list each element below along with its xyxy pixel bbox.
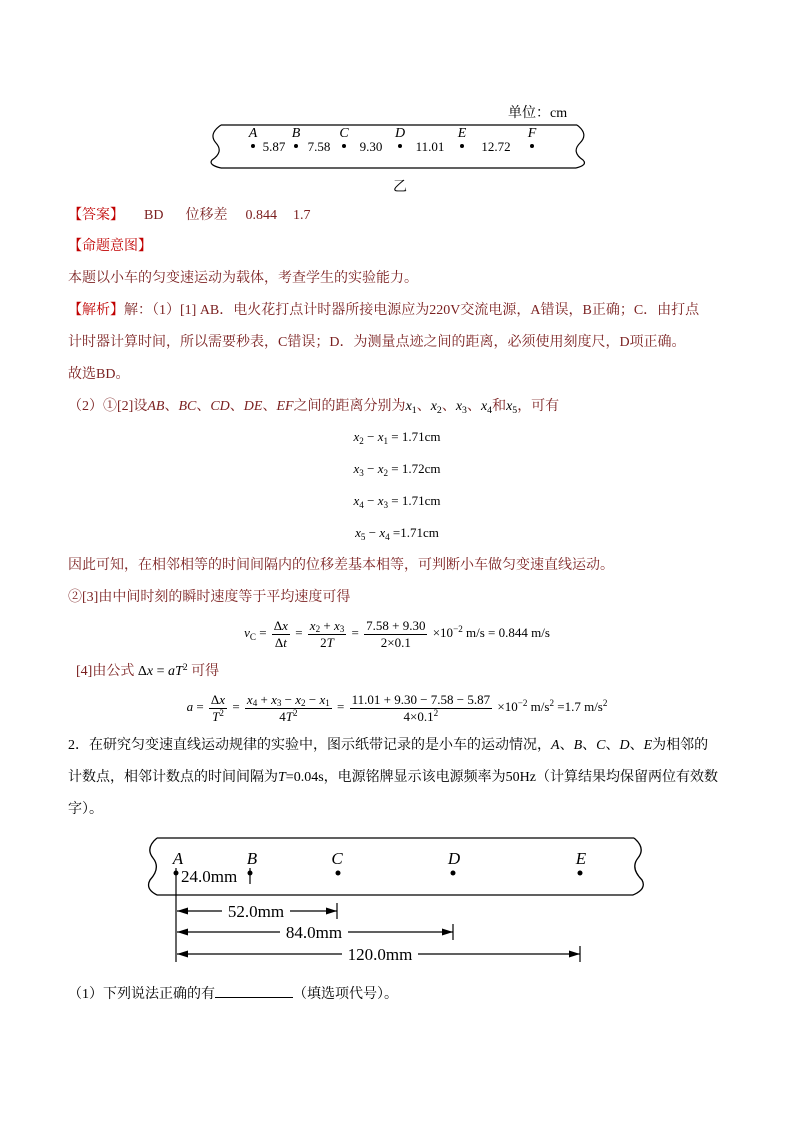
text-run: 4 bbox=[279, 708, 286, 724]
math-variable: x bbox=[377, 429, 384, 444]
text-run: = bbox=[153, 664, 168, 679]
acceleration-equation bbox=[0, 687, 794, 727]
text-run: 、 bbox=[262, 399, 277, 414]
sub-question-prefix: （1）下列说法正确的有 bbox=[68, 987, 215, 1002]
text-run: = bbox=[255, 625, 270, 640]
fraction-denominator bbox=[308, 634, 347, 651]
velocity-equation bbox=[0, 613, 794, 653]
analysis-line: 计时器计算时间，所以需要秒表，C错误；D．为测量点迹之间的距离，必须使用刻度尺，D项正确。 bbox=[68, 335, 686, 350]
distance-label: 84.0mm bbox=[285, 923, 343, 942]
math-variable: AB bbox=[147, 399, 165, 414]
math-variable: x bbox=[379, 525, 386, 540]
math-group bbox=[506, 399, 517, 414]
arrow-right bbox=[442, 929, 453, 936]
unit-label: 单位：cm bbox=[508, 106, 568, 121]
superscript: −2 bbox=[517, 698, 528, 708]
fraction-denominator bbox=[364, 634, 427, 651]
math-variable: T bbox=[212, 708, 220, 724]
text-run: = bbox=[291, 625, 306, 640]
fraction-numerator bbox=[308, 618, 347, 634]
math-variable: x bbox=[146, 664, 154, 679]
answer-item: 1.7 bbox=[292, 208, 311, 223]
math-variable: x bbox=[282, 617, 288, 633]
text-run: − bbox=[363, 429, 378, 444]
text-run: − bbox=[365, 525, 380, 540]
tape-dot bbox=[530, 144, 534, 148]
math-variable: x bbox=[271, 691, 277, 707]
text-run: 7.58 + 9.30 bbox=[366, 617, 426, 633]
distance-label: 52.0mm bbox=[227, 902, 285, 921]
math-variable: T bbox=[278, 770, 286, 785]
text-run: + bbox=[320, 617, 334, 633]
fraction bbox=[308, 618, 347, 651]
analysis-tag: 【解析】 bbox=[68, 303, 124, 318]
math-variable: EF bbox=[276, 399, 294, 414]
text-run: 、 bbox=[196, 399, 211, 414]
text-run: [4]由公式 bbox=[76, 664, 138, 679]
text-run: = bbox=[229, 699, 243, 714]
answer-tag: 【答案】 bbox=[68, 208, 124, 223]
math-variable: x bbox=[353, 429, 360, 444]
text-run: 、 bbox=[629, 738, 644, 753]
acceleration-intro bbox=[76, 662, 219, 682]
arrow-right bbox=[326, 908, 337, 915]
text-run: = bbox=[348, 625, 363, 640]
text-run: （2）①[2]设 bbox=[68, 399, 148, 414]
text-run: 为相邻的 bbox=[652, 738, 709, 753]
math-group bbox=[456, 399, 467, 414]
superscript: 2 bbox=[549, 698, 554, 708]
tape-figure-1 bbox=[200, 100, 600, 195]
text-run: − bbox=[305, 691, 320, 707]
math-variable: x bbox=[219, 691, 226, 707]
subscript: 3 bbox=[359, 467, 364, 478]
superscript: 2 bbox=[433, 707, 439, 718]
superscript: 2 bbox=[602, 698, 608, 708]
segment-length: 9.30 bbox=[359, 139, 383, 154]
subscript: 3 bbox=[383, 499, 389, 510]
superscript: 2 bbox=[292, 707, 298, 718]
text-run: 2．在研究匀变速直线运动规律的实验中，图示纸带记录的是小车的运动情况， bbox=[68, 738, 551, 753]
superscript: −2 bbox=[453, 624, 463, 634]
subscript: 2 bbox=[359, 435, 364, 446]
subscript: 1 bbox=[383, 435, 389, 446]
text-run: m/s bbox=[527, 699, 550, 714]
subscript: C bbox=[249, 631, 256, 642]
analysis-line bbox=[68, 301, 699, 321]
math-variable: v bbox=[244, 625, 250, 640]
text-run: 可得 bbox=[187, 664, 220, 679]
answer-blank bbox=[215, 983, 293, 998]
tape-right-torn-edge bbox=[576, 125, 584, 168]
text-run: = 1.72cm bbox=[388, 461, 441, 476]
math-variable: D bbox=[619, 738, 630, 753]
tape-left-torn-edge bbox=[211, 125, 221, 168]
text-run: Δ bbox=[274, 634, 284, 650]
text-run: 、 bbox=[229, 399, 244, 414]
text-run: ，可有 bbox=[517, 399, 560, 414]
tape-dot bbox=[578, 871, 583, 876]
text-run: 2 bbox=[320, 634, 327, 650]
text-run: − bbox=[363, 461, 378, 476]
math-variable: CD bbox=[210, 399, 230, 414]
fraction-numerator bbox=[272, 618, 290, 634]
point-label: B bbox=[246, 849, 258, 868]
math-variable: t bbox=[283, 634, 287, 650]
fraction-denominator bbox=[245, 708, 332, 725]
subscript: 3 bbox=[339, 624, 345, 635]
math-variable: x bbox=[455, 399, 463, 414]
math-variable: x bbox=[353, 493, 360, 508]
difference-equation bbox=[0, 523, 794, 543]
answer-line bbox=[68, 206, 310, 226]
subscript: 2 bbox=[436, 404, 442, 416]
math-variable: x bbox=[355, 525, 361, 540]
analysis-conclusion: 故选BD。 bbox=[68, 367, 130, 382]
math-variable: x bbox=[333, 617, 340, 633]
fraction-numerator bbox=[245, 692, 332, 708]
math-variable: x bbox=[377, 493, 384, 508]
tape-dot bbox=[460, 144, 464, 148]
sub-question-1 bbox=[68, 983, 398, 1003]
point-label: A bbox=[248, 126, 258, 141]
segment-length: 7.58 bbox=[307, 139, 331, 154]
text-run: 和 bbox=[492, 399, 507, 414]
fraction-numerator bbox=[364, 618, 427, 634]
text-run: Δ bbox=[137, 664, 147, 679]
text-run: Δ bbox=[273, 617, 283, 633]
text-run: + bbox=[257, 691, 272, 707]
subscript: 2 bbox=[383, 467, 389, 478]
difference-equation bbox=[0, 459, 794, 479]
math-variable: x bbox=[295, 691, 302, 707]
text-run: = 1.71cm bbox=[388, 429, 441, 444]
text-run: =1.7 m/s bbox=[554, 699, 603, 714]
velocity-intro: ②[3]由中间时刻的瞬时速度等于平均速度可得 bbox=[68, 590, 351, 605]
subscript: 2 bbox=[315, 624, 321, 635]
math-variable: x bbox=[319, 691, 326, 707]
math-variable: A bbox=[551, 738, 560, 753]
fraction bbox=[364, 618, 427, 651]
subscript: 4 bbox=[385, 531, 390, 542]
text-run: 、 bbox=[559, 738, 574, 753]
text-run: 、 bbox=[416, 399, 431, 414]
text-run: 、 bbox=[441, 399, 456, 414]
arrow-right bbox=[569, 951, 580, 958]
answer-item: 0.844 bbox=[245, 208, 277, 223]
point-label: E bbox=[457, 126, 467, 141]
tape-right-torn-edge bbox=[633, 838, 643, 895]
math-variable: x bbox=[309, 617, 316, 633]
math-group bbox=[406, 399, 417, 414]
fraction-numerator bbox=[209, 692, 227, 708]
answer-item: BD bbox=[144, 208, 164, 223]
point-label: C bbox=[339, 126, 349, 141]
question2-text bbox=[68, 736, 708, 756]
math-variable: T bbox=[326, 634, 334, 650]
subscript: 3 bbox=[276, 698, 282, 709]
text-run: ×10 bbox=[494, 699, 518, 714]
text-run: 、 bbox=[605, 738, 620, 753]
arrow-left bbox=[177, 908, 188, 915]
point-label: E bbox=[575, 849, 587, 868]
intent-text: 本题以小车的匀变速运动为载体，考查学生的实验能力。 bbox=[68, 271, 418, 286]
math-variable: x bbox=[430, 399, 437, 414]
fraction-numerator bbox=[350, 692, 493, 708]
math-variable: aT bbox=[167, 664, 183, 679]
point-label: C bbox=[331, 849, 343, 868]
subscript: 5 bbox=[360, 531, 366, 542]
math-variable: x bbox=[405, 399, 412, 414]
segment-length: 11.01 bbox=[415, 139, 445, 154]
math-variable: DE bbox=[243, 399, 263, 414]
ab-distance-label: 24.0mm bbox=[181, 867, 238, 886]
math-group bbox=[481, 399, 492, 414]
subscript: 4 bbox=[487, 404, 493, 416]
math-variable: C bbox=[596, 738, 606, 753]
subscript: 4 bbox=[252, 698, 258, 709]
tape-dot bbox=[336, 871, 341, 876]
math-variable: E bbox=[643, 738, 653, 753]
text-run: Δ bbox=[210, 691, 220, 707]
tape-figure-2 bbox=[140, 830, 655, 970]
text-run: 计数点，相邻计数点的时间间隔为 bbox=[68, 770, 278, 785]
arrow-left bbox=[177, 929, 188, 936]
part2-conclusion: 因此可知，在相邻相等的时间间隔内的位移差基本相等，可判断小车做匀变速直线运动。 bbox=[68, 558, 614, 573]
text-run: − bbox=[363, 493, 378, 508]
math-variable: x bbox=[353, 461, 360, 476]
point-label: A bbox=[172, 849, 184, 868]
fraction-denominator bbox=[350, 708, 493, 725]
subscript: 1 bbox=[411, 404, 417, 416]
part2-intro bbox=[68, 397, 559, 417]
subscript: 3 bbox=[462, 404, 467, 416]
text-run: 、 bbox=[466, 399, 481, 414]
math-variable: a bbox=[186, 699, 194, 714]
question2-text: 字）。 bbox=[68, 802, 103, 817]
tape-dot bbox=[451, 871, 456, 876]
fraction-denominator bbox=[209, 708, 227, 725]
fraction bbox=[209, 692, 227, 725]
text-run: = 1.71cm bbox=[388, 493, 441, 508]
text-run: 、 bbox=[164, 399, 179, 414]
analysis-text: 解：（1）[1] AB．电火花打点计时器所接电源应为220V交流电源，A错误，B正确；C．由打点 bbox=[124, 303, 700, 318]
subscript: 5 bbox=[512, 404, 518, 416]
fraction bbox=[245, 692, 332, 725]
difference-equation bbox=[0, 491, 794, 511]
text-run: =1.71cm bbox=[389, 525, 439, 540]
point-label: D bbox=[447, 849, 461, 868]
tape-dot bbox=[294, 144, 298, 148]
fraction bbox=[272, 618, 290, 651]
fraction-denominator bbox=[272, 634, 290, 651]
tape-dot bbox=[342, 144, 346, 148]
superscript: 2 bbox=[182, 661, 188, 673]
subscript: 4 bbox=[359, 499, 364, 510]
math-group bbox=[431, 399, 442, 414]
distance-label: 120.0mm bbox=[347, 945, 413, 964]
difference-equation bbox=[0, 427, 794, 447]
text-run: 11.01 + 9.30 − 7.58 − 5.87 bbox=[351, 691, 491, 707]
segment-length: 5.87 bbox=[262, 139, 286, 154]
point-label: D bbox=[394, 126, 406, 141]
text-run: 2×0.1 bbox=[380, 634, 411, 650]
tape-left-torn-edge bbox=[149, 838, 157, 895]
point-label: F bbox=[527, 126, 537, 141]
math-variable: x bbox=[506, 399, 513, 414]
math-group bbox=[137, 661, 188, 679]
arrow-left bbox=[177, 951, 188, 958]
question2-text bbox=[68, 768, 718, 788]
text-run: 之间的距离分别为 bbox=[293, 399, 406, 414]
sub-question-suffix: （填选项代号）。 bbox=[293, 987, 398, 1002]
figure-caption: 乙 bbox=[393, 180, 407, 195]
math-variable: BC bbox=[178, 399, 197, 414]
text-run: 、 bbox=[582, 738, 597, 753]
tape-dot bbox=[398, 144, 402, 148]
text-run: ×10 bbox=[429, 625, 454, 640]
answer-item: 位移差 bbox=[185, 208, 228, 223]
text-run: 4×0.1 bbox=[403, 708, 434, 724]
math-variable: x bbox=[246, 691, 253, 707]
intent-tag: 【命题意图】 bbox=[68, 239, 152, 254]
math-variable: B bbox=[573, 738, 583, 753]
text-run: = bbox=[193, 699, 207, 714]
point-label: B bbox=[291, 126, 301, 141]
segment-length: 12.72 bbox=[481, 139, 511, 154]
superscript: 2 bbox=[219, 707, 224, 718]
text-run: =0.04s，电源铭牌显示该电源频率为50Hz（计算结果均保留两位有效数 bbox=[285, 770, 718, 785]
text-run: = bbox=[333, 699, 348, 714]
fraction bbox=[350, 692, 493, 725]
text-run: m/s = 0.844 m/s bbox=[462, 625, 550, 640]
tape-dot bbox=[251, 144, 255, 148]
subscript: 1 bbox=[325, 698, 330, 709]
math-variable: T bbox=[285, 708, 293, 724]
text-run: − bbox=[281, 691, 296, 707]
math-variable: x bbox=[480, 399, 488, 414]
subscript: 2 bbox=[301, 698, 306, 709]
math-variable: x bbox=[377, 461, 384, 476]
